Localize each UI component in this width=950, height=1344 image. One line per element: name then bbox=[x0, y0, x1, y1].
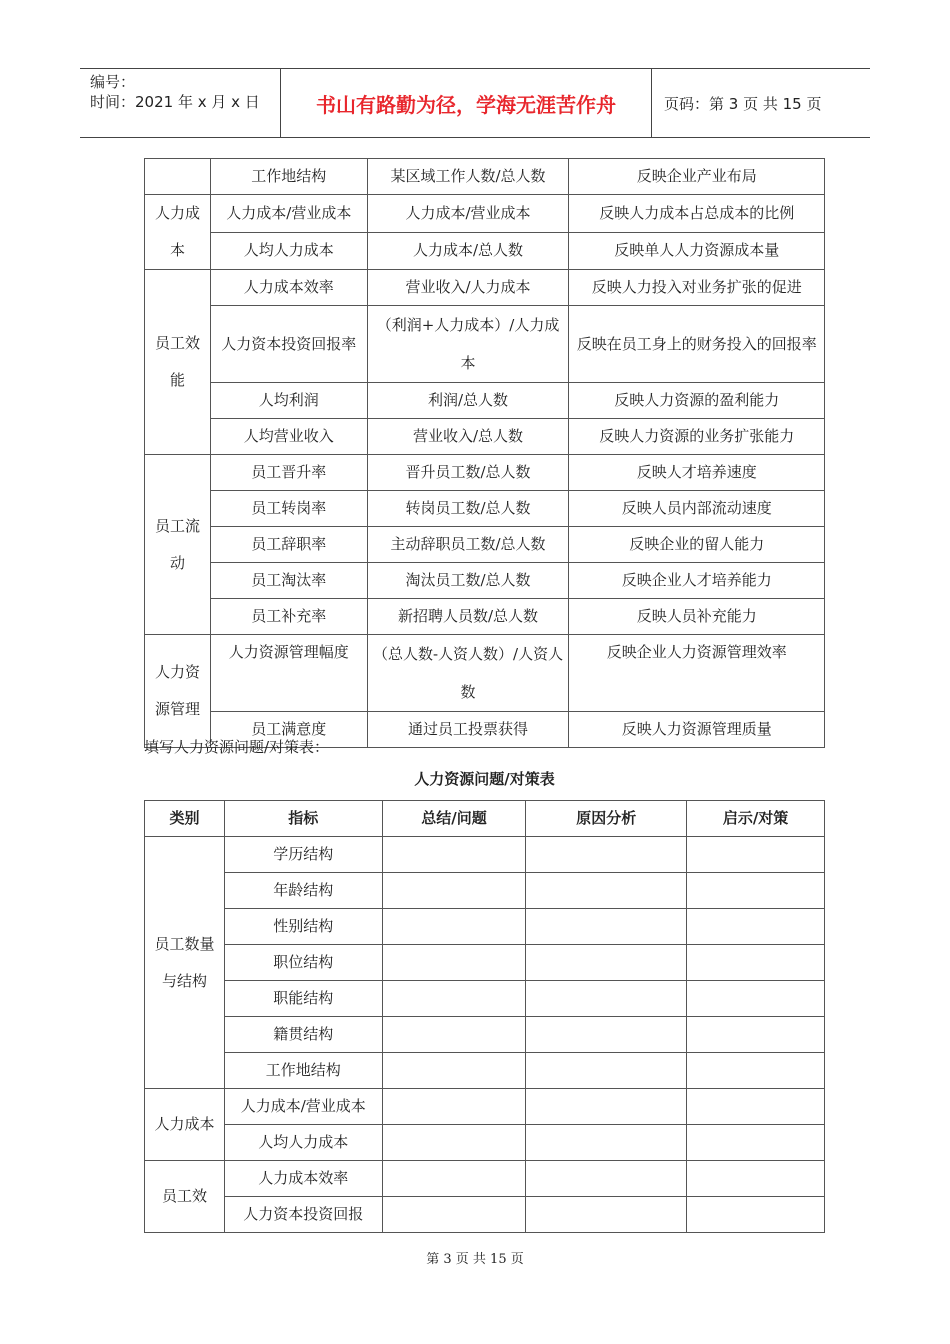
indicator-cell: 人力资本投资回报 bbox=[224, 1197, 382, 1233]
empty-cell[interactable] bbox=[526, 1161, 687, 1197]
indicator-cell: 人力成本/营业成本 bbox=[224, 1089, 382, 1125]
category-cell: 人力成本 bbox=[145, 1089, 225, 1161]
table-row bbox=[145, 232, 825, 270]
table-row bbox=[145, 1197, 825, 1233]
table-row bbox=[145, 270, 825, 306]
indicator-cell: 人均营业收入 bbox=[210, 419, 367, 455]
table-row bbox=[145, 159, 825, 195]
category-cell: 员工效 bbox=[145, 1161, 225, 1233]
column-header: 原因分析 bbox=[526, 801, 687, 837]
empty-cell[interactable] bbox=[687, 1017, 825, 1053]
indicator-cell: 人均人力成本 bbox=[224, 1125, 382, 1161]
table-row bbox=[145, 1017, 825, 1053]
empty-cell[interactable] bbox=[526, 1053, 687, 1089]
table-row bbox=[145, 981, 825, 1017]
empty-cell[interactable] bbox=[687, 945, 825, 981]
table-header-row bbox=[145, 801, 825, 837]
meaning-cell: 反映人员补充能力 bbox=[569, 599, 825, 635]
empty-cell[interactable] bbox=[526, 981, 687, 1017]
table-row bbox=[145, 599, 825, 635]
table-row bbox=[145, 563, 825, 599]
table-row bbox=[145, 491, 825, 527]
empty-cell[interactable] bbox=[526, 1089, 687, 1125]
header-page-info: 页码：第 3 页 共 15 页 bbox=[664, 94, 822, 113]
indicator-cell: 人均利润 bbox=[210, 383, 367, 419]
table-row bbox=[145, 873, 825, 909]
empty-cell[interactable] bbox=[382, 1017, 526, 1053]
formula-cell: 利润/总人数 bbox=[367, 383, 569, 419]
indicator-cell: 员工满意度 bbox=[210, 712, 367, 748]
empty-cell[interactable] bbox=[526, 909, 687, 945]
empty-cell[interactable] bbox=[687, 909, 825, 945]
meaning-cell: 反映企业人力资源管理效率 bbox=[569, 635, 825, 712]
indicator-cell: 人力资源管理幅度 bbox=[210, 635, 367, 712]
formula-cell: （利润+人力成本）/人力成本 bbox=[367, 306, 569, 383]
table-title: 人力资源问题/对策表 bbox=[414, 770, 555, 788]
table-row bbox=[145, 945, 825, 981]
table-row bbox=[145, 527, 825, 563]
formula-cell: 营业收入/人力成本 bbox=[367, 270, 569, 306]
indicator-cell: 职能结构 bbox=[224, 981, 382, 1017]
formula-cell: 主动辞职员工数/总人数 bbox=[367, 527, 569, 563]
empty-cell[interactable] bbox=[382, 1197, 526, 1233]
table-row bbox=[145, 306, 825, 383]
empty-cell[interactable] bbox=[526, 873, 687, 909]
empty-cell[interactable] bbox=[526, 945, 687, 981]
indicator-cell: 员工补充率 bbox=[210, 599, 367, 635]
empty-cell[interactable] bbox=[526, 1125, 687, 1161]
empty-cell[interactable] bbox=[687, 837, 825, 873]
formula-cell: 某区域工作人数/总人数 bbox=[367, 159, 569, 195]
formula-cell: 转岗员工数/总人数 bbox=[367, 491, 569, 527]
category-cell: 员工流动 bbox=[145, 455, 211, 635]
meaning-cell: 反映人力投入对业务扩张的促进 bbox=[569, 270, 825, 306]
empty-cell[interactable] bbox=[526, 1017, 687, 1053]
hr-indicator-table bbox=[144, 158, 825, 748]
meaning-cell: 反映企业人才培养能力 bbox=[569, 563, 825, 599]
indicator-cell: 籍贯结构 bbox=[224, 1017, 382, 1053]
table-row bbox=[145, 419, 825, 455]
indicator-cell: 员工辞职率 bbox=[210, 527, 367, 563]
category-cell: 员工效能 bbox=[145, 270, 211, 455]
intro-text: 填写人力资源问题/对策表： bbox=[144, 738, 330, 756]
indicator-cell: 人力成本效率 bbox=[224, 1161, 382, 1197]
formula-cell: （总人数-人资人数）/人资人数 bbox=[367, 635, 569, 712]
category-cell: 员工数量与结构 bbox=[145, 837, 225, 1089]
indicator-cell: 年龄结构 bbox=[224, 873, 382, 909]
empty-cell[interactable] bbox=[687, 1125, 825, 1161]
category-cell: 人力资源管理 bbox=[145, 635, 211, 748]
indicator-cell: 工作地结构 bbox=[224, 1053, 382, 1089]
category-cell: 人力成本 bbox=[145, 195, 211, 270]
indicator-cell: 工作地结构 bbox=[210, 159, 367, 195]
indicator-cell: 人力成本/营业成本 bbox=[210, 195, 367, 233]
document-number-label: 编号： bbox=[90, 73, 136, 91]
meaning-cell: 反映单人人力资源成本量 bbox=[569, 232, 825, 270]
table-row bbox=[145, 455, 825, 491]
meaning-cell: 反映人力资源的盈利能力 bbox=[569, 383, 825, 419]
page-footer: 第 3 页 共 15 页 bbox=[426, 1252, 524, 1267]
column-header: 指标 bbox=[224, 801, 382, 837]
empty-cell[interactable] bbox=[382, 1161, 526, 1197]
meaning-cell: 反映企业产业布局 bbox=[569, 159, 825, 195]
table-row bbox=[145, 1053, 825, 1089]
empty-cell[interactable] bbox=[526, 1197, 687, 1233]
category-cell bbox=[145, 159, 211, 195]
empty-cell[interactable] bbox=[687, 1161, 825, 1197]
indicator-cell: 人力资本投资回报率 bbox=[210, 306, 367, 383]
indicator-cell: 员工淘汰率 bbox=[210, 563, 367, 599]
empty-cell[interactable] bbox=[382, 1089, 526, 1125]
table-row bbox=[145, 837, 825, 873]
document-time-label: 时间：2021 年 x 月 x 日 bbox=[90, 93, 260, 111]
formula-cell: 通过员工投票获得 bbox=[367, 712, 569, 748]
indicator-cell: 员工晋升率 bbox=[210, 455, 367, 491]
empty-cell[interactable] bbox=[526, 837, 687, 873]
empty-cell[interactable] bbox=[687, 1197, 825, 1233]
meaning-cell: 反映人才培养速度 bbox=[569, 455, 825, 491]
meaning-cell: 反映在员工身上的财务投入的回报率 bbox=[569, 306, 825, 383]
formula-cell: 人力成本/营业成本 bbox=[367, 195, 569, 233]
formula-cell: 人力成本/总人数 bbox=[367, 232, 569, 270]
meaning-cell: 反映企业的留人能力 bbox=[569, 527, 825, 563]
empty-cell[interactable] bbox=[382, 873, 526, 909]
indicator-cell: 职位结构 bbox=[224, 945, 382, 981]
page-header bbox=[80, 68, 870, 138]
table-row bbox=[145, 1089, 825, 1125]
formula-cell: 营业收入/总人数 bbox=[367, 419, 569, 455]
empty-cell[interactable] bbox=[382, 981, 526, 1017]
table-row bbox=[145, 383, 825, 419]
table-row bbox=[145, 1125, 825, 1161]
column-header: 类别 bbox=[145, 801, 225, 837]
hr-problem-table bbox=[144, 800, 825, 1233]
table-row bbox=[145, 909, 825, 945]
indicator-cell: 人均人力成本 bbox=[210, 232, 367, 270]
meaning-cell: 反映人力资源的业务扩张能力 bbox=[569, 419, 825, 455]
meaning-cell: 反映人力成本占总成本的比例 bbox=[569, 195, 825, 233]
header-meta bbox=[80, 69, 280, 137]
table-row bbox=[145, 1161, 825, 1197]
formula-cell: 新招聘人员数/总人数 bbox=[367, 599, 569, 635]
formula-cell: 淘汰员工数/总人数 bbox=[367, 563, 569, 599]
formula-cell: 晋升员工数/总人数 bbox=[367, 455, 569, 491]
header-motto: 书山有路勤为径，学海无涯苦作舟 bbox=[280, 69, 652, 137]
empty-cell[interactable] bbox=[382, 945, 526, 981]
indicator-cell: 性别结构 bbox=[224, 909, 382, 945]
indicator-cell: 员工转岗率 bbox=[210, 491, 367, 527]
empty-cell[interactable] bbox=[382, 837, 526, 873]
indicator-cell: 学历结构 bbox=[224, 837, 382, 873]
table-row bbox=[145, 195, 825, 233]
empty-cell[interactable] bbox=[687, 873, 825, 909]
indicator-cell: 人力成本效率 bbox=[210, 270, 367, 306]
empty-cell[interactable] bbox=[382, 1125, 526, 1161]
meaning-cell: 反映人力资源管理质量 bbox=[569, 712, 825, 748]
empty-cell[interactable] bbox=[382, 909, 526, 945]
meaning-cell: 反映人员内部流动速度 bbox=[569, 491, 825, 527]
table-row bbox=[145, 635, 825, 712]
empty-cell[interactable] bbox=[382, 1053, 526, 1089]
column-header: 启示/对策 bbox=[687, 801, 825, 837]
empty-cell[interactable] bbox=[687, 981, 825, 1017]
empty-cell[interactable] bbox=[687, 1053, 825, 1089]
column-header: 总结/问题 bbox=[382, 801, 526, 837]
empty-cell[interactable] bbox=[687, 1089, 825, 1125]
